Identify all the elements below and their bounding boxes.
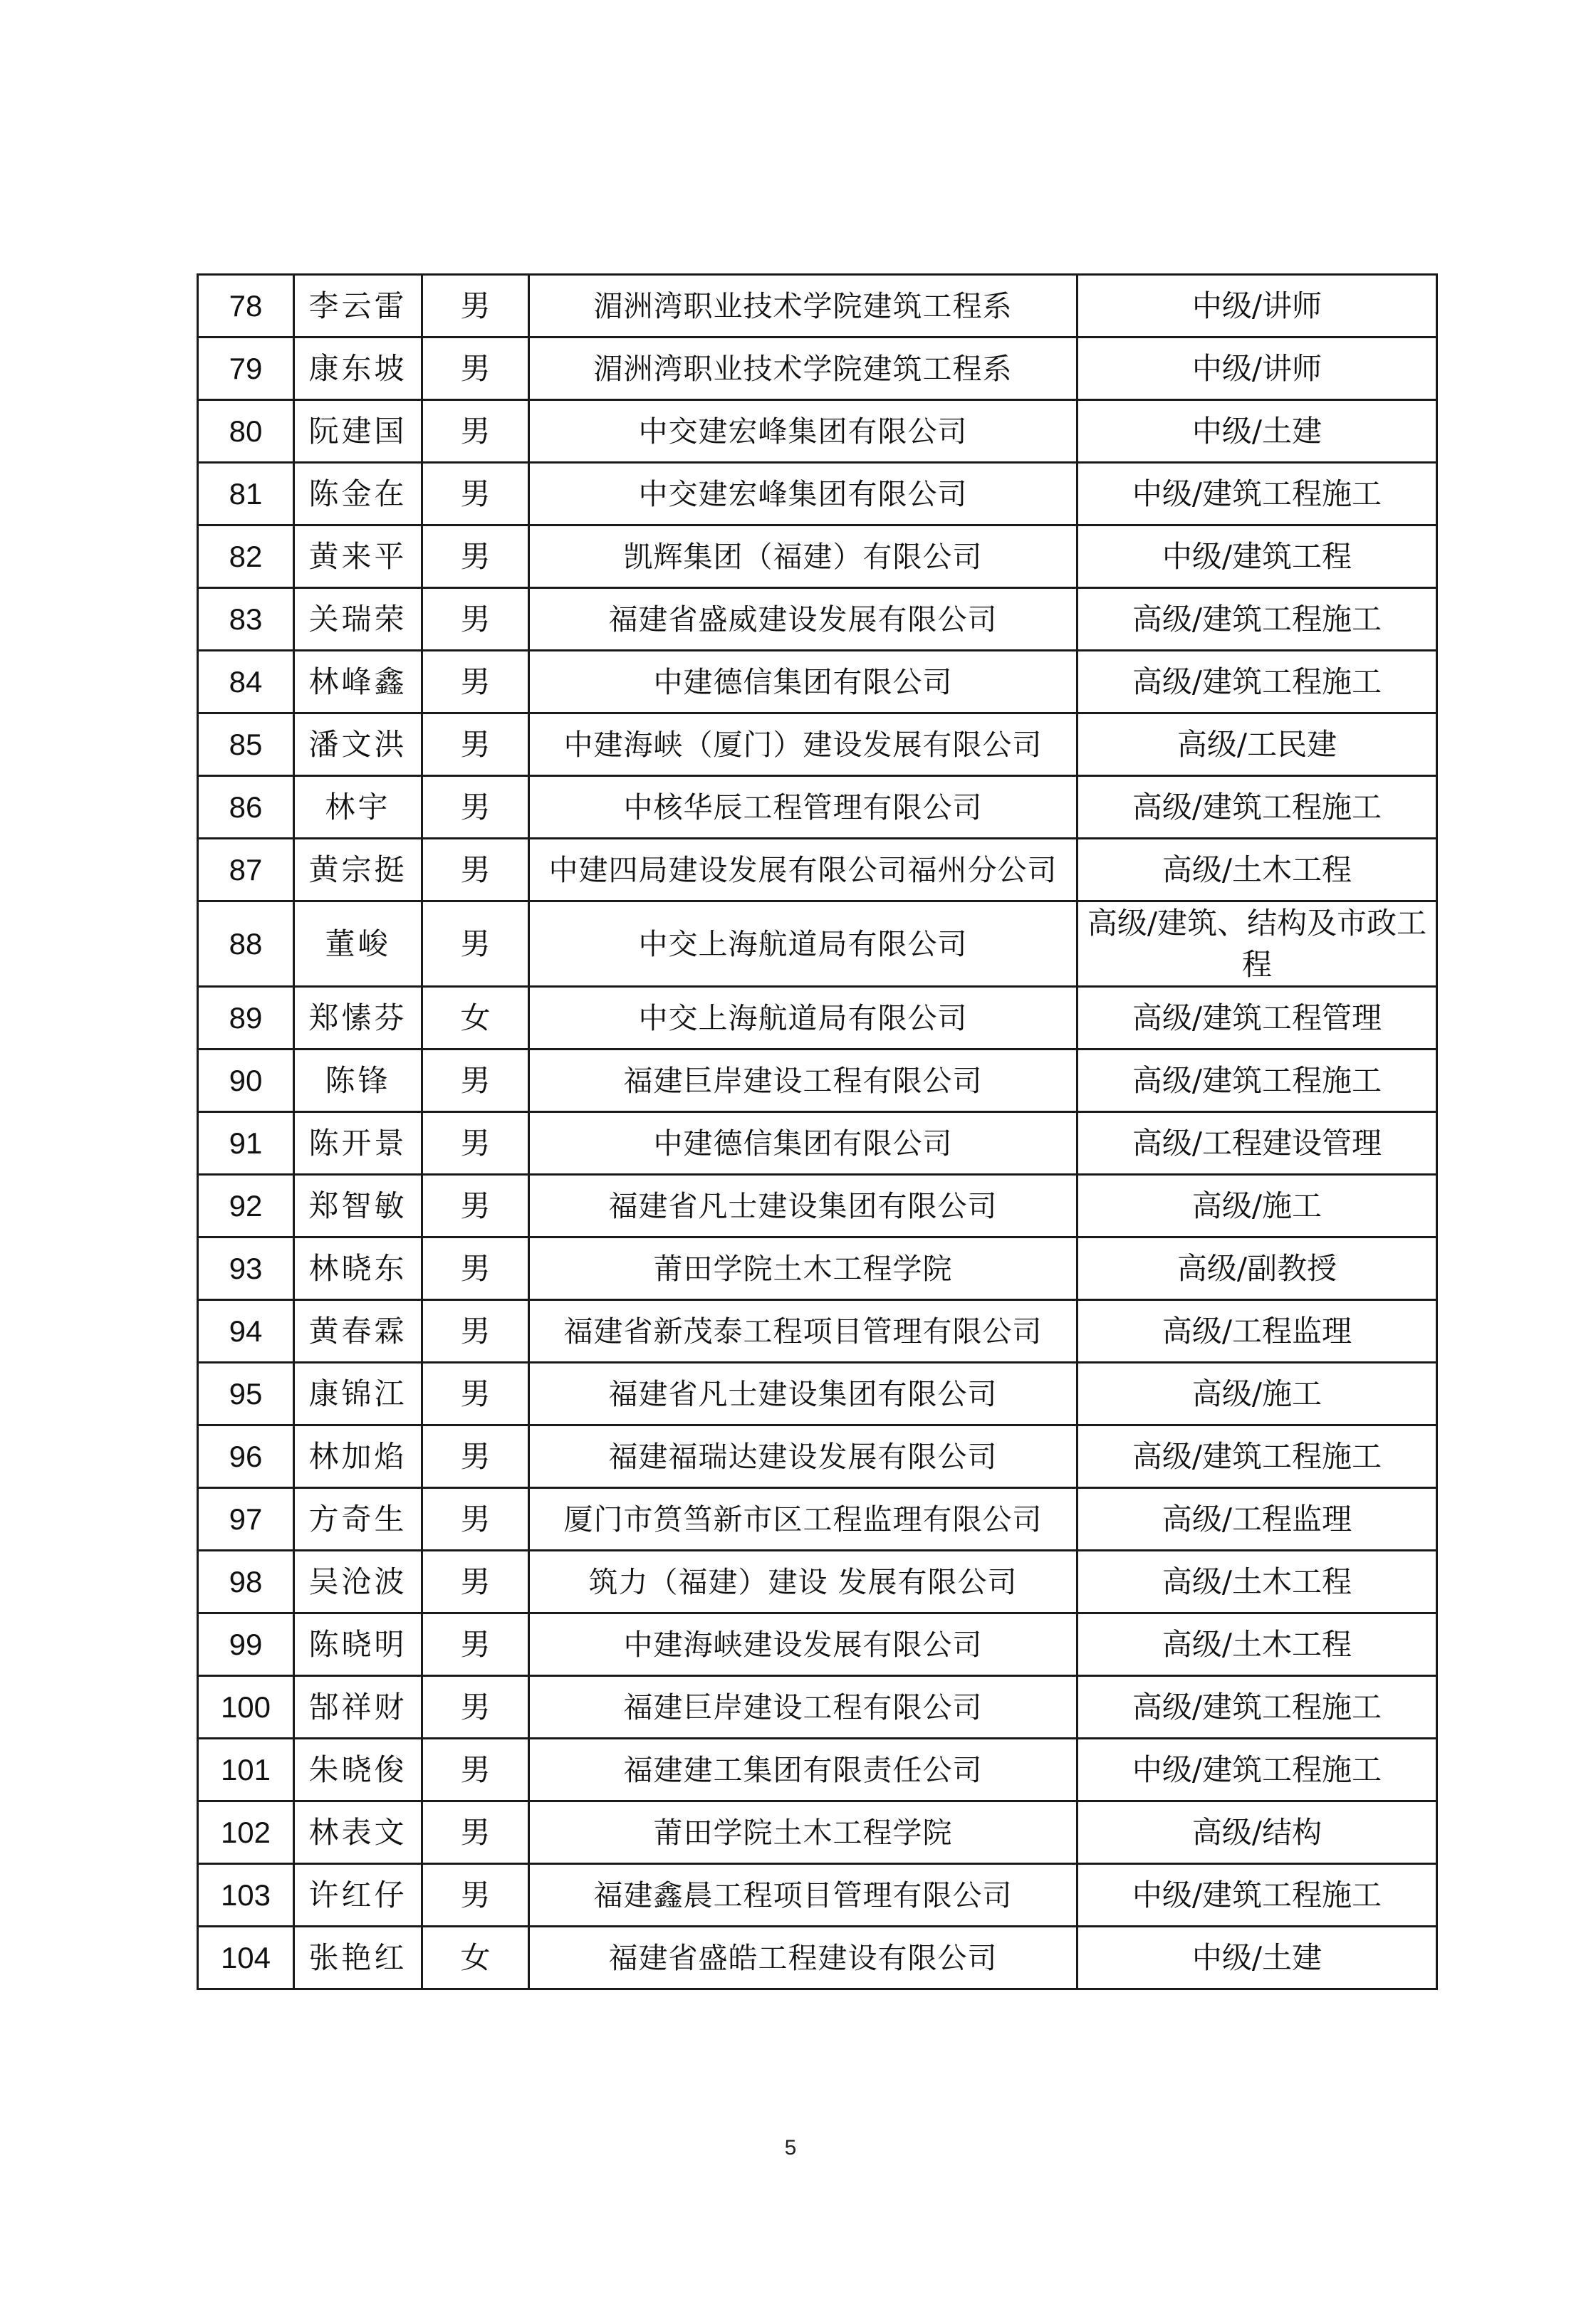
name-cell: 黄春霖 [294, 1300, 422, 1363]
table-row [198, 1927, 1437, 1989]
table-row [198, 1363, 1437, 1425]
title-cell: 高级/建筑工程施工 [1078, 776, 1437, 839]
table-row [198, 901, 1437, 987]
row-number-cell: 82 [198, 525, 294, 588]
title-cell: 高级/建筑、结构及市政工程 [1078, 901, 1437, 987]
gender-cell: 男 [422, 1739, 529, 1801]
gender-cell: 男 [422, 1801, 529, 1864]
row-number-cell: 92 [198, 1175, 294, 1237]
title-cell: 高级/工民建 [1078, 713, 1437, 776]
table-row [198, 337, 1437, 400]
row-number-cell: 88 [198, 901, 294, 987]
table-row [198, 1613, 1437, 1676]
table-row [198, 776, 1437, 839]
row-number-cell: 101 [198, 1739, 294, 1801]
employer-cell: 福建巨岸建设工程有限公司 [529, 1050, 1078, 1112]
row-number-cell: 83 [198, 588, 294, 651]
employer-cell: 中交上海航道局有限公司 [529, 901, 1078, 987]
gender-cell: 男 [422, 1551, 529, 1613]
table-row [198, 1488, 1437, 1551]
employer-cell: 湄洲湾职业技术学院建筑工程系 [529, 337, 1078, 400]
title-cell: 高级/工程监理 [1078, 1488, 1437, 1551]
row-number-cell: 91 [198, 1112, 294, 1175]
table-row [198, 839, 1437, 901]
gender-cell: 男 [422, 525, 529, 588]
name-cell: 康东坡 [294, 337, 422, 400]
table-row [198, 1425, 1437, 1488]
table-row [198, 1050, 1437, 1112]
title-cell: 高级/建筑工程施工 [1078, 588, 1437, 651]
gender-cell: 男 [422, 588, 529, 651]
name-cell: 张艳红 [294, 1927, 422, 1989]
employer-cell: 中建海峡（厦门）建设发展有限公司 [529, 713, 1078, 776]
employer-cell: 福建省盛皓工程建设有限公司 [529, 1927, 1078, 1989]
name-cell: 郜祥财 [294, 1676, 422, 1739]
name-cell: 董峻 [294, 901, 422, 987]
name-cell: 黄宗挺 [294, 839, 422, 901]
row-number-cell: 95 [198, 1363, 294, 1425]
employer-cell: 福建鑫晨工程项目管理有限公司 [529, 1864, 1078, 1927]
name-cell: 陈锋 [294, 1050, 422, 1112]
table-row [198, 525, 1437, 588]
employer-cell: 福建省新茂泰工程项目管理有限公司 [529, 1300, 1078, 1363]
gender-cell: 男 [422, 1300, 529, 1363]
name-cell: 许红仔 [294, 1864, 422, 1927]
title-cell: 高级/副教授 [1078, 1237, 1437, 1300]
row-number-cell: 97 [198, 1488, 294, 1551]
row-number-cell: 96 [198, 1425, 294, 1488]
title-cell: 高级/建筑工程施工 [1078, 1676, 1437, 1739]
employer-cell: 福建巨岸建设工程有限公司 [529, 1676, 1078, 1739]
gender-cell: 男 [422, 839, 529, 901]
name-cell: 陈晓明 [294, 1613, 422, 1676]
title-cell: 高级/土木工程 [1078, 1613, 1437, 1676]
gender-cell: 男 [422, 1676, 529, 1739]
table-row [198, 1676, 1437, 1739]
name-cell: 林表文 [294, 1801, 422, 1864]
employer-cell: 厦门市筼筜新市区工程监理有限公司 [529, 1488, 1078, 1551]
employer-cell: 凯辉集团（福建）有限公司 [529, 525, 1078, 588]
name-cell: 郑愫芬 [294, 987, 422, 1050]
title-cell: 中级/建筑工程施工 [1078, 463, 1437, 525]
employer-cell: 福建建工集团有限责任公司 [529, 1739, 1078, 1801]
table-row [198, 1175, 1437, 1237]
employer-cell: 福建省盛威建设发展有限公司 [529, 588, 1078, 651]
employer-cell: 中建海峡建设发展有限公司 [529, 1613, 1078, 1676]
gender-cell: 女 [422, 987, 529, 1050]
name-cell: 郑智敏 [294, 1175, 422, 1237]
row-number-cell: 87 [198, 839, 294, 901]
title-cell: 中级/建筑工程施工 [1078, 1864, 1437, 1927]
gender-cell: 男 [422, 463, 529, 525]
table-row [198, 1300, 1437, 1363]
table-row [198, 1237, 1437, 1300]
name-cell: 林晓东 [294, 1237, 422, 1300]
row-number-cell: 90 [198, 1050, 294, 1112]
title-cell: 高级/建筑工程施工 [1078, 1050, 1437, 1112]
row-number-cell: 98 [198, 1551, 294, 1613]
roster-table-body [198, 275, 1437, 1989]
name-cell: 陈金在 [294, 463, 422, 525]
employer-cell: 莆田学院土木工程学院 [529, 1801, 1078, 1864]
employer-cell: 中建德信集团有限公司 [529, 1112, 1078, 1175]
row-number-cell: 78 [198, 275, 294, 337]
table-row [198, 1801, 1437, 1864]
employer-cell: 福建福瑞达建设发展有限公司 [529, 1425, 1078, 1488]
table-row [198, 275, 1437, 337]
title-cell: 高级/建筑工程管理 [1078, 987, 1437, 1050]
title-cell: 高级/建筑工程施工 [1078, 651, 1437, 713]
table-row [198, 588, 1437, 651]
table-row [198, 1864, 1437, 1927]
table-row [198, 1551, 1437, 1613]
gender-cell: 男 [422, 1112, 529, 1175]
gender-cell: 女 [422, 1927, 529, 1989]
roster-table [197, 273, 1438, 1990]
title-cell: 中级/土建 [1078, 1927, 1437, 1989]
row-number-cell: 104 [198, 1927, 294, 1989]
employer-cell: 中建四局建设发展有限公司福州分公司 [529, 839, 1078, 901]
employer-cell: 福建省凡士建设集团有限公司 [529, 1175, 1078, 1237]
row-number-cell: 93 [198, 1237, 294, 1300]
table-row [198, 463, 1437, 525]
employer-cell: 中建德信集团有限公司 [529, 651, 1078, 713]
name-cell: 朱晓俊 [294, 1739, 422, 1801]
title-cell: 高级/工程建设管理 [1078, 1112, 1437, 1175]
title-cell: 高级/土木工程 [1078, 839, 1437, 901]
title-cell: 高级/建筑工程施工 [1078, 1425, 1437, 1488]
title-cell: 中级/讲师 [1078, 275, 1437, 337]
employer-cell: 筑力（福建）建设 发展有限公司 [529, 1551, 1078, 1613]
gender-cell: 男 [422, 713, 529, 776]
table-row [198, 1739, 1437, 1801]
gender-cell: 男 [422, 337, 529, 400]
gender-cell: 男 [422, 651, 529, 713]
name-cell: 林宇 [294, 776, 422, 839]
employer-cell: 中交建宏峰集团有限公司 [529, 463, 1078, 525]
title-cell: 高级/施工 [1078, 1363, 1437, 1425]
gender-cell: 男 [422, 776, 529, 839]
title-cell: 高级/土木工程 [1078, 1551, 1437, 1613]
employer-cell: 中交上海航道局有限公司 [529, 987, 1078, 1050]
row-number-cell: 86 [198, 776, 294, 839]
name-cell: 方奇生 [294, 1488, 422, 1551]
name-cell: 陈开景 [294, 1112, 422, 1175]
gender-cell: 男 [422, 1050, 529, 1112]
employer-cell: 中交建宏峰集团有限公司 [529, 400, 1078, 463]
name-cell: 李云雷 [294, 275, 422, 337]
name-cell: 林加焰 [294, 1425, 422, 1488]
title-cell: 中级/建筑工程施工 [1078, 1739, 1437, 1801]
name-cell: 吴沧波 [294, 1551, 422, 1613]
name-cell: 阮建国 [294, 400, 422, 463]
table-row [198, 651, 1437, 713]
gender-cell: 男 [422, 901, 529, 987]
table-row [198, 713, 1437, 776]
table-row [198, 400, 1437, 463]
title-cell: 中级/土建 [1078, 400, 1437, 463]
row-number-cell: 102 [198, 1801, 294, 1864]
employer-cell: 中核华辰工程管理有限公司 [529, 776, 1078, 839]
gender-cell: 男 [422, 400, 529, 463]
row-number-cell: 85 [198, 713, 294, 776]
row-number-cell: 103 [198, 1864, 294, 1927]
row-number-cell: 84 [198, 651, 294, 713]
gender-cell: 男 [422, 1175, 529, 1237]
gender-cell: 男 [422, 1613, 529, 1676]
gender-cell: 男 [422, 1488, 529, 1551]
table-row [198, 1112, 1437, 1175]
name-cell: 关瑞荣 [294, 588, 422, 651]
name-cell: 黄来平 [294, 525, 422, 588]
page-number: 5 [784, 2136, 797, 2160]
row-number-cell: 80 [198, 400, 294, 463]
employer-cell: 福建省凡士建设集团有限公司 [529, 1363, 1078, 1425]
name-cell: 康锦江 [294, 1363, 422, 1425]
gender-cell: 男 [422, 1864, 529, 1927]
title-cell: 高级/施工 [1078, 1175, 1437, 1237]
title-cell: 中级/建筑工程 [1078, 525, 1437, 588]
gender-cell: 男 [422, 1237, 529, 1300]
name-cell: 林峰鑫 [294, 651, 422, 713]
name-cell: 潘文洪 [294, 713, 422, 776]
row-number-cell: 79 [198, 337, 294, 400]
row-number-cell: 89 [198, 987, 294, 1050]
employer-cell: 湄洲湾职业技术学院建筑工程系 [529, 275, 1078, 337]
gender-cell: 男 [422, 275, 529, 337]
title-cell: 高级/工程监理 [1078, 1300, 1437, 1363]
gender-cell: 男 [422, 1363, 529, 1425]
row-number-cell: 94 [198, 1300, 294, 1363]
table-row [198, 987, 1437, 1050]
row-number-cell: 99 [198, 1613, 294, 1676]
employer-cell: 莆田学院土木工程学院 [529, 1237, 1078, 1300]
title-cell: 高级/结构 [1078, 1801, 1437, 1864]
gender-cell: 男 [422, 1425, 529, 1488]
row-number-cell: 100 [198, 1676, 294, 1739]
row-number-cell: 81 [198, 463, 294, 525]
title-cell: 中级/讲师 [1078, 337, 1437, 400]
